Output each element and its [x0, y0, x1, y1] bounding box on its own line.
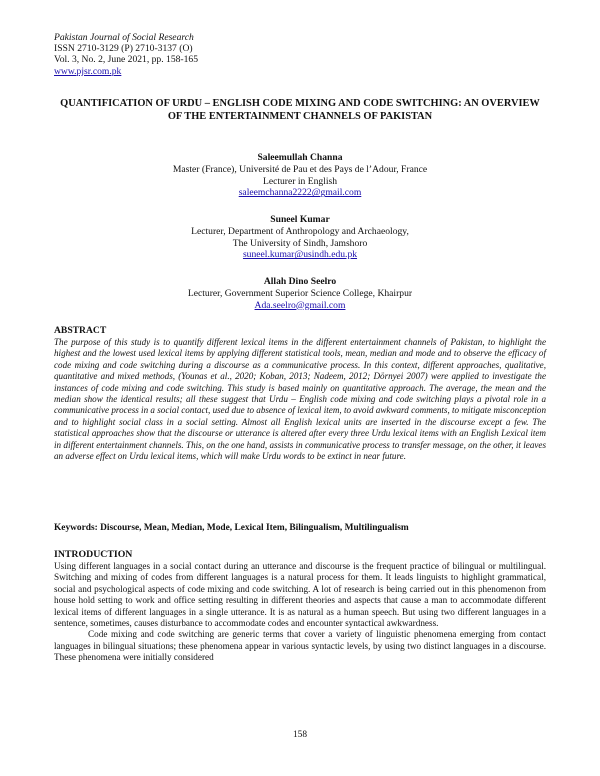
- author-block: [60, 276, 540, 311]
- introduction-heading: INTRODUCTION: [54, 549, 133, 560]
- journal-header: [54, 32, 198, 77]
- author-email-link[interactable]: suneel.kumar@usindh.edu.pk: [242, 249, 358, 261]
- abstract-heading: ABSTRACT: [54, 325, 107, 336]
- keywords-line: Keywords: Discourse, Mean, Median, Mode, Lexical Item, Bilingualism, Multilingualism: [54, 523, 409, 533]
- page-number: 158: [292, 730, 308, 740]
- author-affiliation: Lecturer, Department of Anthropology and Archaeology,: [191, 225, 409, 237]
- author-affiliation: Master (France), Université de Pau et des Pays de l’Adour, France: [172, 163, 428, 175]
- introduction-paragraph: Code mixing and code switching are generic terms that cover a variety of linguistic phenomena emerging from contact languages in bilingual situations; these phenomena appear in various syntactic levels, by using two distinct languages in a discourse. These phenomena were initially considered: [54, 629, 546, 663]
- author-name: Saleemullah Channa: [257, 152, 343, 163]
- journal-name: Pakistan Journal of Social Research: [54, 32, 194, 43]
- author-email-link[interactable]: saleemchanna2222@gmail.com: [238, 187, 362, 199]
- paper-title: QUANTIFICATION OF URDU – ENGLISH CODE MIXING AND CODE SWITCHING: AN OVERVIEW OF THE ENTERTAINMENT CHANNELS OF PAKISTAN: [60, 98, 540, 122]
- author-position: Lecturer in English: [262, 175, 338, 187]
- author-institution: The University of Sindh, Jamshoro: [232, 237, 368, 249]
- author-name: Allah Dino Seelro: [263, 276, 337, 287]
- abstract-text: The purpose of this study is to quantify different lexical items in the different entertainment channels of Pakistan, to highlight the highest and the lowest used lexical items by applying different statistical tools, mean, median and mode and to observe the efficacy of code mixing and code switching during a discourse as a communicative process. In this context, different approaches, qualitative, quantitative and mixed methods, (Younas et al., 2020; Koban, 2013; Nadeem, 2012; Dörnyei 2007) were applied to investigate the instances of code mixing and code switching. This study is based mainly on quantitative approach. The average, the mean and the median show the identical results; all these suggest that Urdu – English code mixing and code switching plays a pivotal role in a communicative process in a social contact, used due to absence of lexical item, to avoid awkward comments, to mitigate misconception and to highlight social class in a social setting. Almost all English lexical units are inserted in the discourse except a few. The statistical approaches show that the discourse or utterance is altered after every three Urdu lexical items with an English Lexical item in different entertainment channels. This, on the one hand, assists in communicative process to transfer message, on the other, it leaves an adverse effect on Urdu lexical items, which will make Urdu words to be extinct in near future.: [54, 337, 546, 462]
- introduction-paragraph: Using different languages in a social contact during an utterance and discourse is the frequent practice of bilingual or multilingual. Switching and mixing of codes from different languages is a natural process for them. It leads linguists to highlight grammatical, social and psychological aspects of code mixing and code switching. A lot of research is being carried out in this phenomenon from house hold setting to work and office setting resulting in different theories and aspects that cause a man to accommodate different lexical items of different languages in a single utterance. It is as natural as a human speech. But using two different languages in a sentence, sometimes, causes disturbance to accommodate codes and encounter syntactical awkwardness.: [54, 561, 546, 629]
- journal-volume: Vol. 3, No. 2, June 2021, pp. 158-165: [54, 54, 198, 66]
- author-name: Suneel Kumar: [270, 214, 330, 225]
- introduction-body: [54, 561, 546, 664]
- journal-url-link[interactable]: www.pjsr.com.pk: [54, 65, 122, 77]
- author-email-link[interactable]: Ada.seelro@gmail.com: [254, 299, 346, 311]
- journal-issn: ISSN 2710-3129 (P) 2710-3137 (O): [54, 43, 193, 55]
- author-block: [60, 214, 540, 261]
- author-affiliation: Lecturer, Government Superior Science College, Khairpur: [187, 287, 413, 299]
- author-block: [60, 152, 540, 199]
